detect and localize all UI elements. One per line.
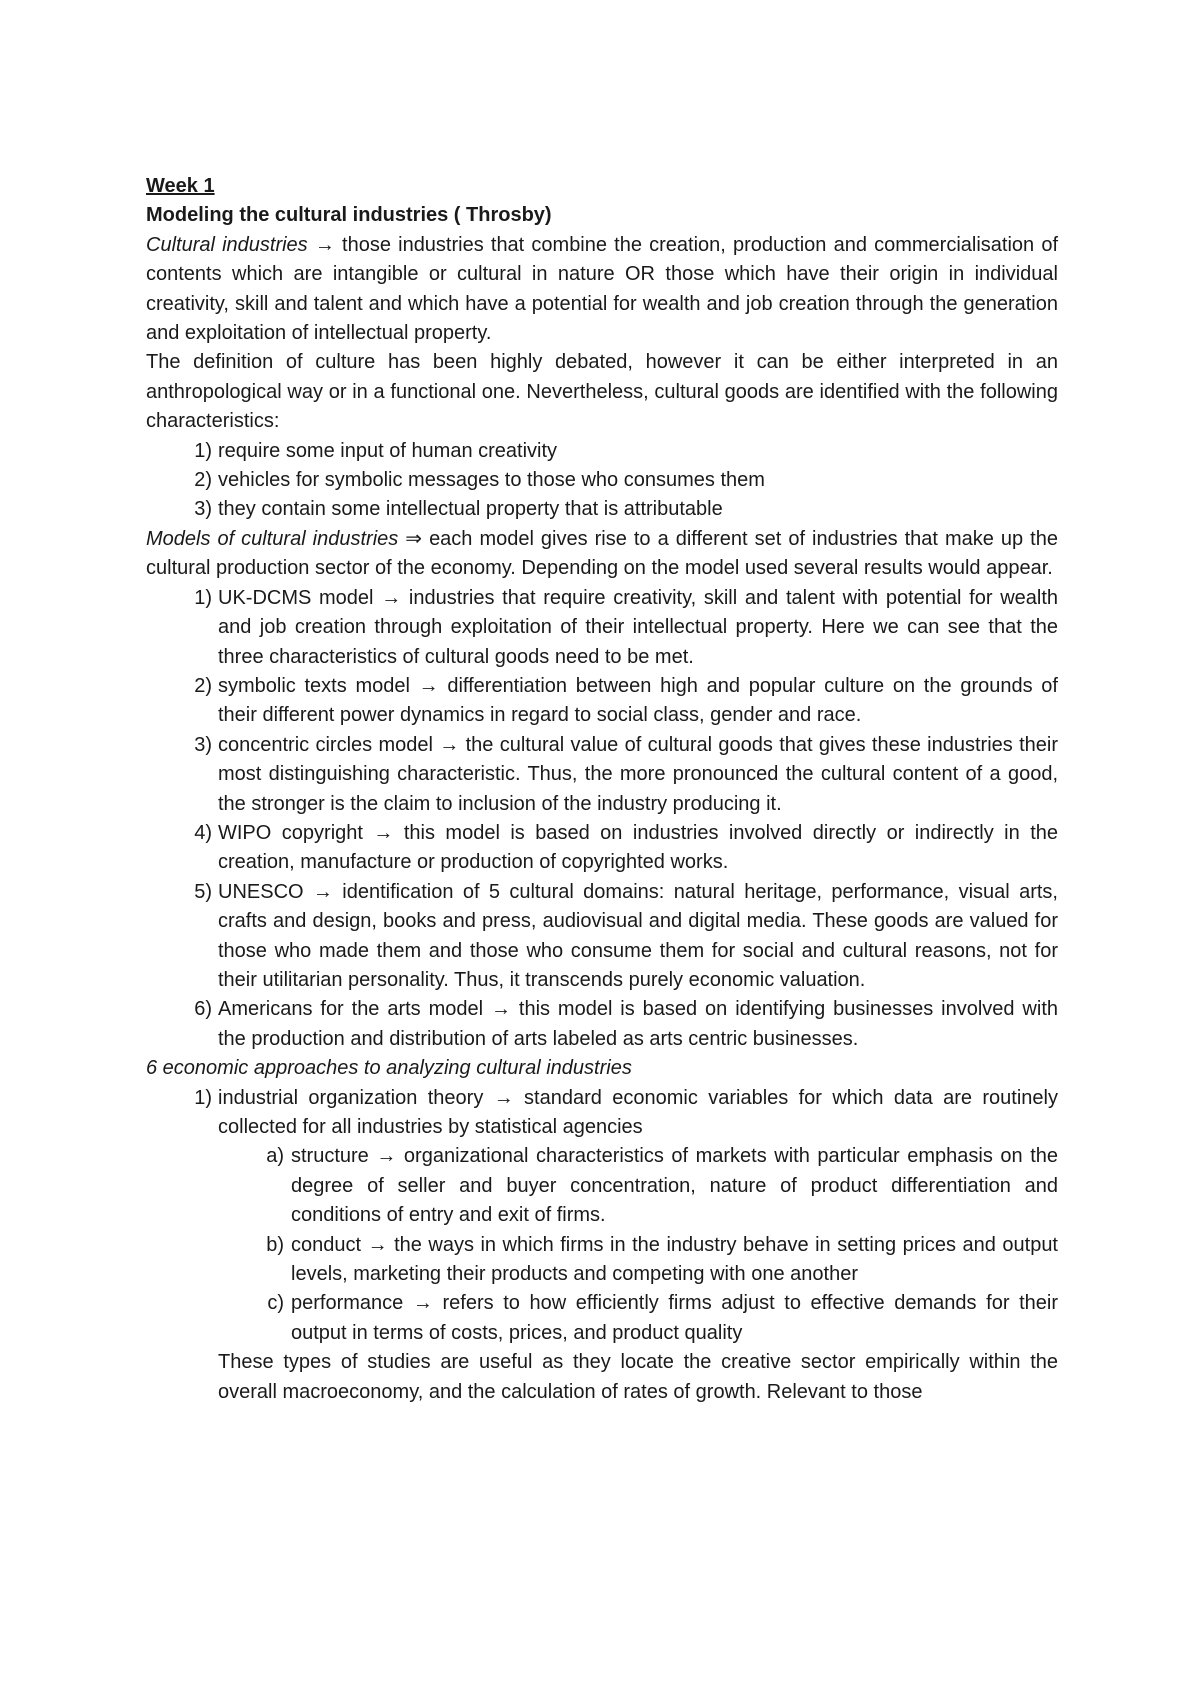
models-list (146, 584, 1058, 1055)
models-term: Models of cultural industries (146, 527, 399, 550)
culture-paragraph: The definition of culture has been highly debated, however it can be either interpreted in an anthropological way or in a functional one. Nevertheless, cultural goods are identified with the following characteristics: (146, 351, 1058, 433)
closing-paragraph: These types of studies are useful as they locate the creative sector empirically within the overall macroeconomy, and the calculation of rates of growth. Relevant to those (218, 1351, 1058, 1403)
sub-list-item: c) performance → refers to how efficiently firms adjust to effective demands for their output in terms of costs, prices, and product quality (267, 1292, 1058, 1344)
approaches-heading: 6 economic approaches to analyzing cultural industries (146, 1057, 632, 1080)
list-item: 3) concentric circles model → the cultural value of cultural goods that gives these industries their most distinguishing characteristic. Thus, the more pronounced the cultural content of a good, the stronger is the claim to inclusion of the industry producing it. (194, 733, 1058, 815)
approach-sublist (146, 1142, 1058, 1348)
section-title: Modeling the cultural industries ( Throsby) (146, 204, 552, 227)
definition-term: Cultural industries (146, 233, 308, 256)
list-item: 5) UNESCO → identification of 5 cultural domains: natural heritage, performance, visual arts, crafts and design, books and press, audiovisual and digital media. These goods are valued for those who made them and those who consume them for social and cultural reasons, not for their utilitarian personality. Thus, it transcends purely economic valuation. (194, 880, 1058, 991)
definition-paragraph (146, 231, 1058, 349)
approaches-list (146, 1084, 1058, 1143)
definition-text: those industries that combine the creation, production and commercialisation of contents which are intangible or cultural in nature OR those which have their origin in individual creativity, skill and talent and which have a potential for wealth and job creation through the generation and exploitation of intellectual property. (146, 233, 1058, 345)
sub-list-item: b) conduct → the ways in which firms in the industry behave in setting prices and output levels, marketing their products and competing with one another (266, 1233, 1058, 1286)
list-item: 1) UK-DCMS model → industries that require creativity, skill and talent with potential for wealth and job creation through exploitation of their intellectual property. Here we can see that the three characteristics of cultural goods need to be met. (194, 586, 1058, 668)
list-item: 1) require some input of human creativity (194, 439, 558, 462)
arrow: → (314, 233, 335, 256)
models-paragraph (146, 525, 1058, 584)
arrow: ⇒ (405, 527, 423, 550)
week-heading: Week 1 (146, 175, 215, 197)
sub-list-item: a) structure → organizational characteristics of markets with particular emphasis on the degree of seller and buyer concentration, nature of product differentiation and conditions of entry and exit of firms. (266, 1145, 1058, 1227)
list-item: 1) industrial organization theory → standard economic variables for which data are routinely collected for all industries by statistical agencies (194, 1086, 1058, 1138)
list-item: 2) symbolic texts model → differentiation between high and popular culture on the grounds of their different power dynamics in regard to social class, gender and race. (194, 674, 1058, 727)
characteristics-list (146, 437, 1058, 525)
list-item: 6) Americans for the arts model → this model is based on identifying businesses involved with the production and distribution of arts labeled as arts centric businesses. (194, 998, 1058, 1050)
document-page (146, 172, 1058, 1407)
list-item: 4) WIPO copyright → this model is based on industries involved directly or indirectly in the creation, manufacture or production of copyrighted works. (194, 821, 1058, 874)
models-text: each model gives rise to a different set of industries that make up the cultural production sector of the economy. Depending on the model used several results would appear. (146, 527, 1058, 580)
list-item: 3) they contain some intellectual property that is attributable (194, 498, 723, 521)
list-item: 2) vehicles for symbolic messages to those who consumes them (194, 469, 765, 492)
